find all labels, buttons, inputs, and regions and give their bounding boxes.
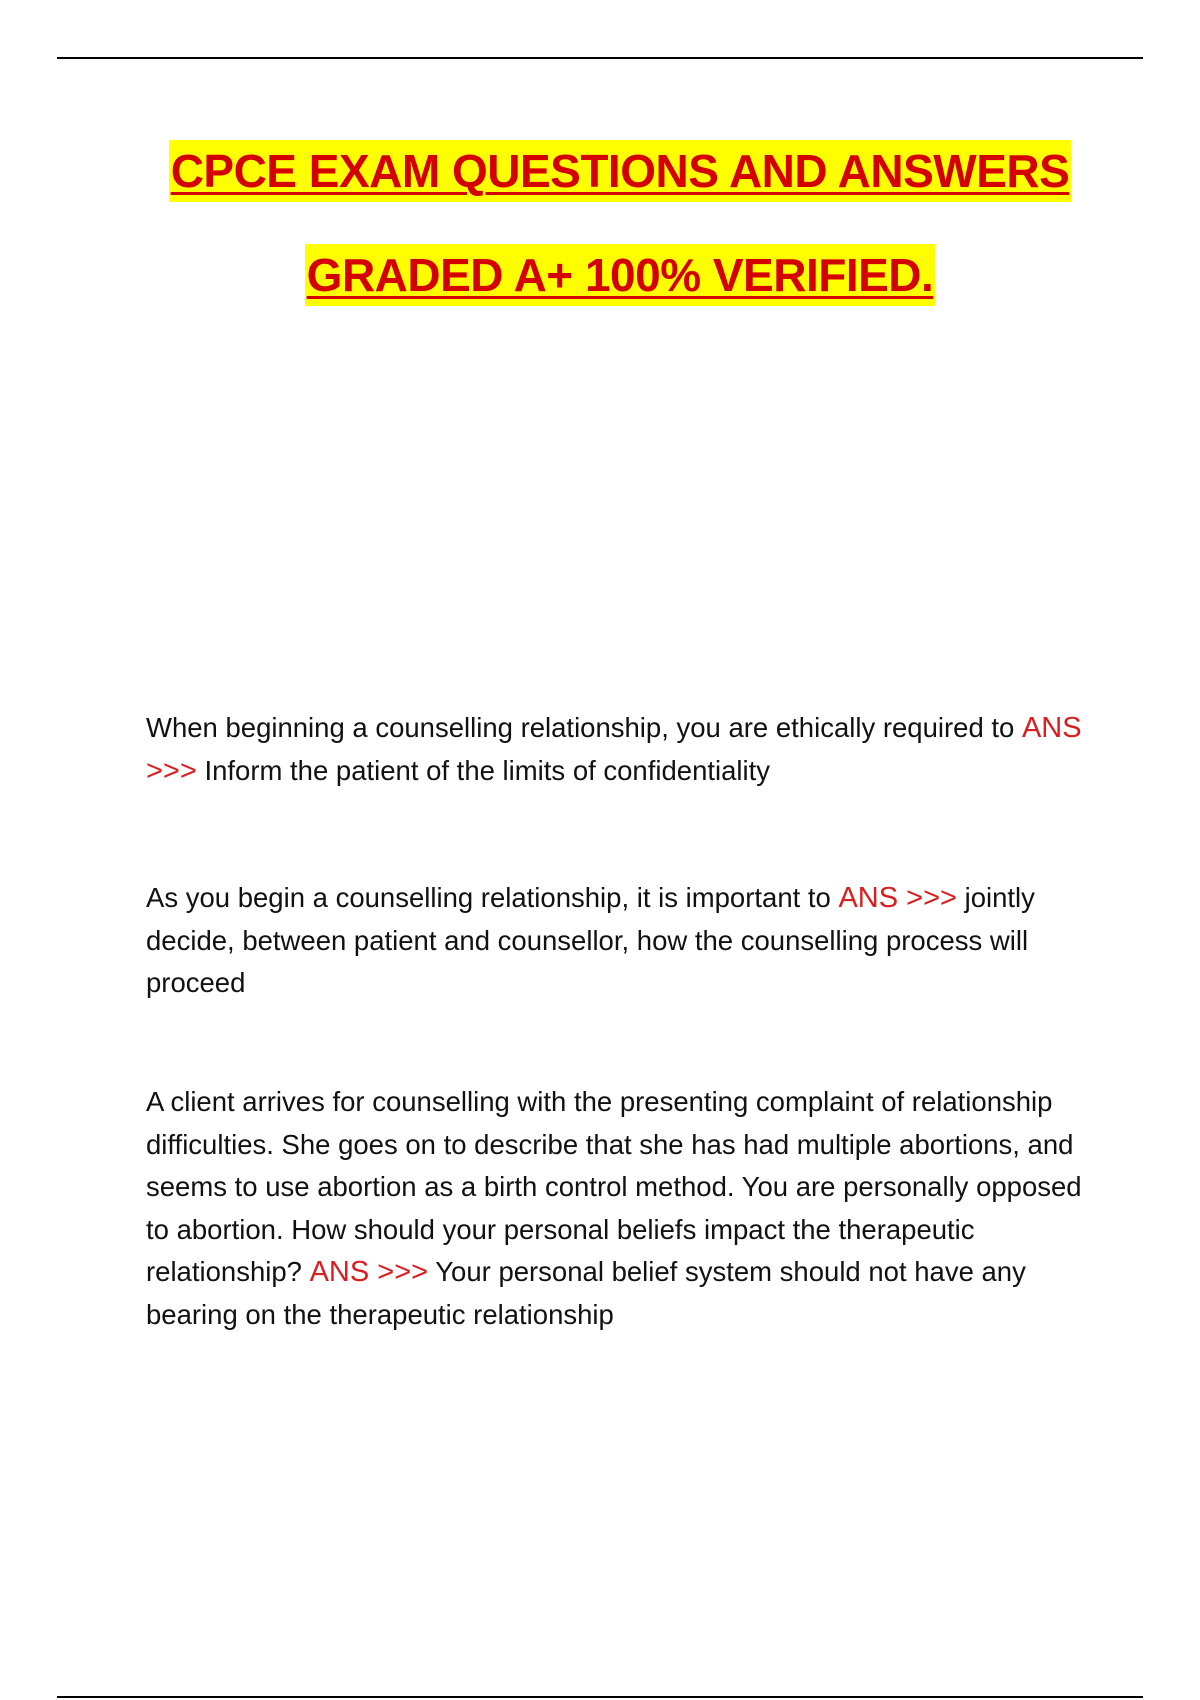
answer-marker: ANS >>> xyxy=(309,1256,429,1288)
qa-item-1 xyxy=(146,707,1106,792)
title-line-1: CPCE EXAM QUESTIONS AND ANSWERS xyxy=(169,140,1072,202)
answer-text: jointly decide, between patient and counsellor, how the counselling process will proceed xyxy=(146,882,1035,998)
answer-marker: ANS >>> xyxy=(838,882,957,914)
header-rule xyxy=(57,57,1143,59)
footer-rule xyxy=(57,1696,1143,1698)
question-text: A client arrives for counselling with the presenting complaint of relationship difficulties. She goes on to describe that she has had multiple abortions, and seems to use abortion as a birth control method. You are personally opposed to abortion. How should your personal beliefs impact the therapeutic relationship? xyxy=(146,1086,1082,1287)
answer-marker: ANS >>> xyxy=(146,712,1082,787)
answer-text: Inform the patient of the limits of confidentiality xyxy=(204,754,771,786)
question-text: When beginning a counselling relationship, you are ethically required to xyxy=(146,712,1015,743)
qa-item-2 xyxy=(146,877,1106,1005)
title-line-2: GRADED A+ 100% VERIFIED. xyxy=(305,244,936,306)
answer-text: Your personal belief system should not have any bearing on the therapeutic relationship xyxy=(146,1256,1026,1330)
qa-item-3 xyxy=(146,1081,1106,1336)
document-title xyxy=(0,140,1200,348)
question-text: As you begin a counselling relationship, it is important to xyxy=(146,882,831,913)
